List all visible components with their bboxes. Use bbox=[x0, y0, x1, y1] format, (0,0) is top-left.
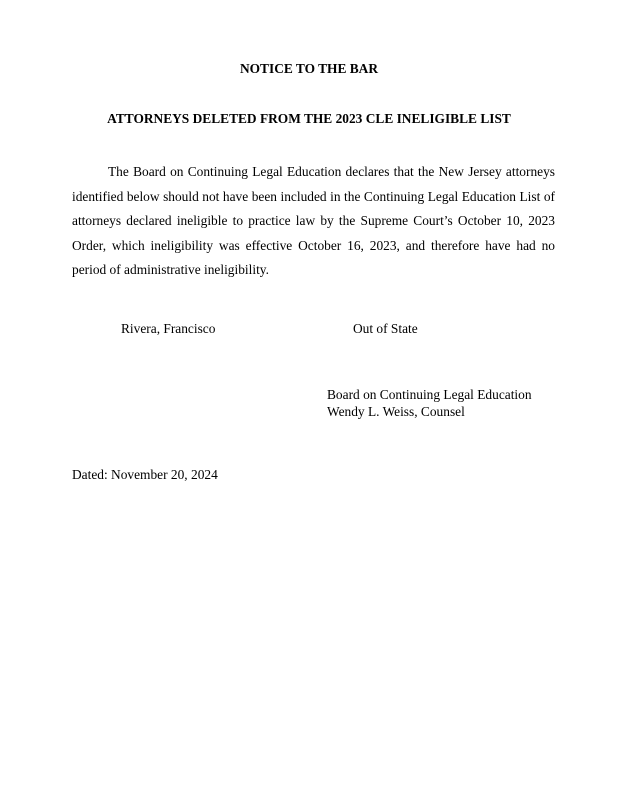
signature-signer: Wendy L. Weiss, Counsel bbox=[327, 404, 465, 419]
dated-line: Dated: November 20, 2024 bbox=[72, 467, 218, 482]
signature-organization: Board on Continuing Legal Education bbox=[327, 387, 532, 402]
attorney-name: Rivera, Francisco bbox=[121, 321, 216, 336]
signature-block bbox=[327, 386, 532, 420]
attorney-location: Out of State bbox=[353, 321, 418, 336]
notice-title: NOTICE TO THE BAR bbox=[239, 61, 379, 76]
notice-body-paragraph: The Board on Continuing Legal Education declares that the New Jersey attorneys identified below should not have been included in the Continuing Legal Education List of attorneys declared ineligible to practice law by the Supreme Court’s October 10, 2023 Order, which ineligibility was effective October 16, 2023, and therefore have had no period of administrative ineligibility. bbox=[72, 164, 555, 278]
notice-subtitle: ATTORNEYS DELETED FROM THE 2023 CLE INELIGIBLE LIST bbox=[107, 111, 511, 126]
